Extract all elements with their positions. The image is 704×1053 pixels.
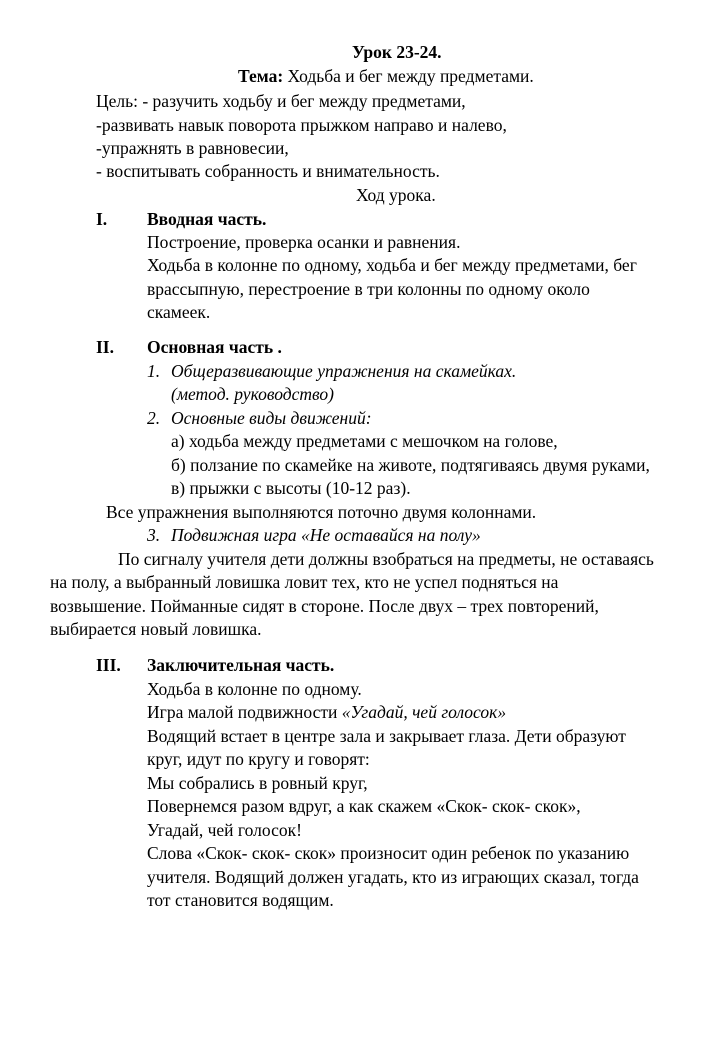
section-line: Ходьба в колонне по одному, ходьба и бег между предметами, бег bbox=[147, 255, 637, 275]
section-number: II. bbox=[96, 337, 114, 357]
section-line: Ходьба в колонне по одному. bbox=[147, 679, 362, 699]
section-line: Мы собрались в ровный круг, bbox=[147, 773, 368, 793]
goal-line: Цель: - разучить ходьбу и бег между предметами, bbox=[96, 91, 466, 111]
topic-text: Ходьба и бег между предметами. bbox=[287, 66, 534, 86]
section-line: Слова «Скок- скок- скок» произносит один ребенок по указанию bbox=[147, 843, 630, 863]
sub-item: а) ходьба между предметами с мешочком на голове, bbox=[171, 431, 558, 451]
section-title: Вводная часть. bbox=[147, 209, 267, 229]
game-description: на полу, а выбранный ловишка ловит тех, кто не успел подняться на bbox=[50, 572, 559, 592]
section-line: учителя. Водящий должен угадать, кто из играющих сказал, тогда bbox=[147, 867, 639, 887]
section-title: Основная часть . bbox=[147, 337, 282, 357]
list-number: 1. bbox=[147, 361, 161, 381]
exercise-note: Все упражнения выполняются поточно двумя колоннами. bbox=[106, 502, 537, 522]
section-number: III. bbox=[96, 655, 121, 675]
goal-line: -упражнять в равновесии, bbox=[96, 138, 289, 158]
section-line: круг, идут по кругу и говорят: bbox=[147, 749, 370, 769]
section-line: тот становится водящим. bbox=[147, 890, 334, 910]
lesson-number: Урок 23-24. bbox=[352, 42, 442, 62]
section-line: Угадай, чей голосок! bbox=[147, 820, 302, 840]
list-item: Общеразвивающие упражнения на скамейках. bbox=[171, 361, 517, 381]
game-description: По сигналу учителя дети должны взобраться на предметы, не оставаясь bbox=[118, 549, 654, 569]
lesson-topic bbox=[238, 66, 534, 87]
goal-line: -развивать навык поворота прыжком направо и налево, bbox=[96, 115, 507, 135]
list-number: 2. bbox=[147, 408, 161, 428]
list-number: 3. bbox=[147, 525, 161, 545]
game-name: «Угадай, чей голосок» bbox=[341, 702, 507, 722]
section-title: Заключительная часть. bbox=[147, 655, 335, 675]
game-description: возвышение. Пойманные сидят в стороне. После двух – трех повторений, bbox=[50, 596, 599, 616]
course-title: Ход урока. bbox=[356, 185, 436, 205]
sub-item: б) ползание по скамейке на животе, подтягиваясь двумя руками, bbox=[171, 455, 650, 475]
section-line: Построение, проверка осанки и равнения. bbox=[147, 232, 461, 252]
game-prefix: Игра малой подвижности bbox=[147, 702, 342, 722]
list-item-note: (метод. руководство) bbox=[171, 384, 334, 404]
section-line: скамеек. bbox=[147, 302, 211, 322]
game-description: выбирается новый ловишка. bbox=[50, 619, 262, 639]
list-item: Подвижная игра «Не оставайся на полу» bbox=[171, 525, 481, 545]
section-line: Повернемся разом вдруг, а как скажем «Скок- скок- скок», bbox=[147, 796, 581, 816]
section-line: Водящий встает в центре зала и закрывает глаза. Дети образуют bbox=[147, 726, 626, 746]
list-item: Основные виды движений: bbox=[171, 408, 372, 428]
section-number: I. bbox=[96, 209, 108, 229]
goal-line: - воспитывать собранность и внимательность. bbox=[96, 161, 440, 181]
sub-item: в) прыжки с высоты (10-12 раз). bbox=[171, 478, 411, 498]
game-line bbox=[147, 702, 506, 723]
topic-label: Тема: bbox=[238, 66, 284, 86]
section-line: врассыпную, перестроение в три колонны по одному около bbox=[147, 279, 590, 299]
